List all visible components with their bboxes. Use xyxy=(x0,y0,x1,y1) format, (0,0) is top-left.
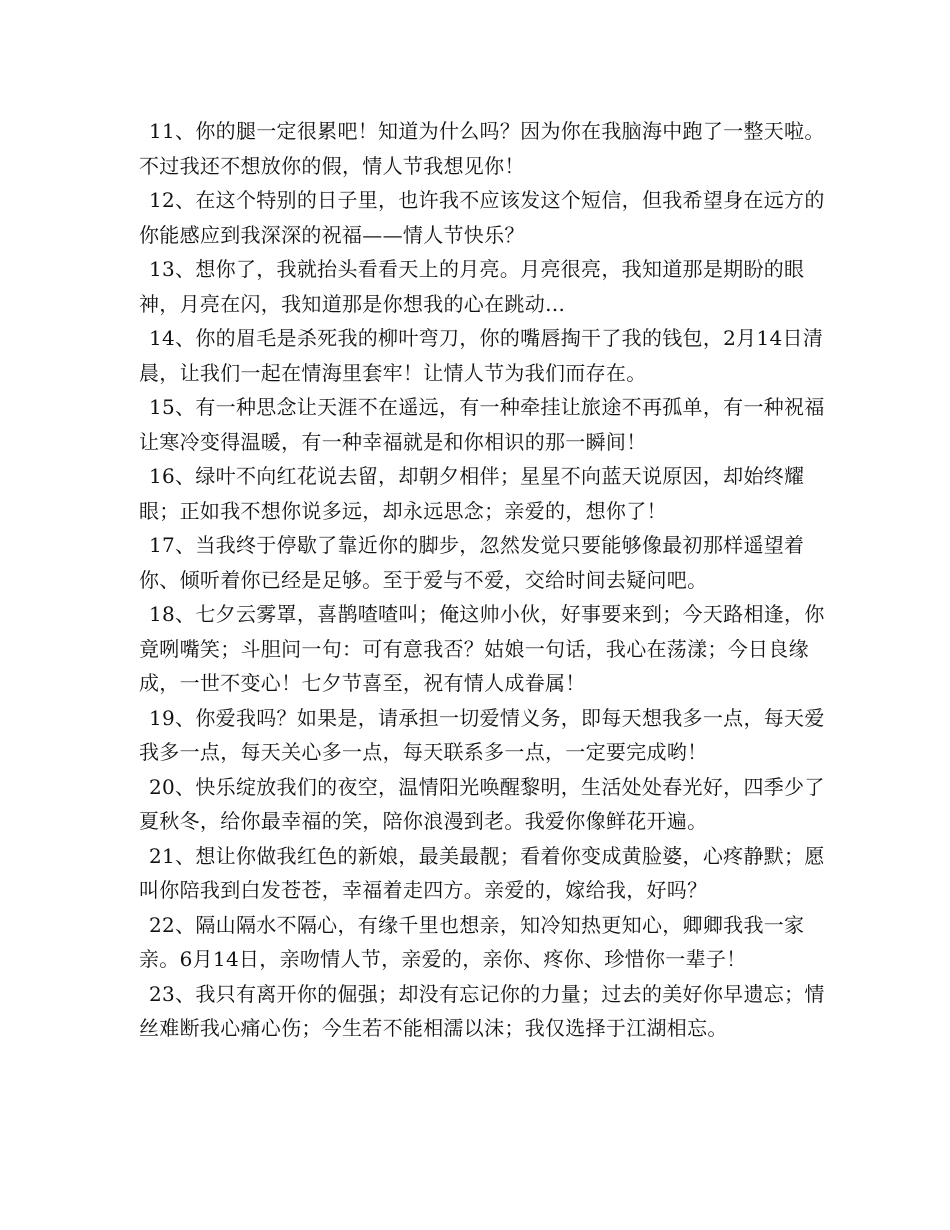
paragraph-18: 18、七夕云雾罩，喜鹊喳喳叫；俺这帅小伙，好事要来到；今天路相逢，你竟咧嘴笑；斗胆问一句：可有意我否？姑娘一句话，我心在荡漾；今日良缘成，一世不变心！七夕节喜至，祝有情人成眷属！ xyxy=(139,602,825,695)
paragraph-20: 20、快乐绽放我们的夜空，温情阳光唤醒黎明，生活处处春光好，四季少了夏秋冬，给你最幸福的笑，陪你浪漫到老。我爱你像鲜花开遍。 xyxy=(139,774,825,833)
paragraph-11: 11、你的腿一定很累吧！知道为什么吗？因为你在我脑海中跑了一整天啦。不过我还不想放你的假，情人节我想见你！ xyxy=(139,119,825,178)
paragraph-14: 14、你的眉毛是杀死我的柳叶弯刀，你的嘴唇掏干了我的钱包，2月14日清晨，让我们一起在情海里套牢！让情人节为我们而存在。 xyxy=(139,326,824,385)
paragraph-12: 12、在这个特别的日子里，也许我不应该发这个短信，但我希望身在远方的你能感应到我深深的祝福——情人节快乐？ xyxy=(139,188,825,247)
paragraph-19: 19、你爱我吗？如果是，请承担一切爱情义务，即每天想我多一点，每天爱我多一点，每天关心多一点，每天联系多一点，一定要完成哟！ xyxy=(139,705,825,764)
document-body xyxy=(139,114,829,1046)
paragraph-13: 13、想你了，我就抬头看看天上的月亮。月亮很亮，我知道那是期盼的眼神，月亮在闪，我知道那是你想我的心在跳动… xyxy=(139,257,805,316)
paragraph-16: 16、绿叶不向红花说去留，却朝夕相伴；星星不向蓝天说原因，却始终耀眼；正如我不想你说多远，却永远思念；亲爱的，想你了！ xyxy=(139,464,805,523)
paragraph-22: 22、隔山隔水不隔心，有缘千里也想亲，知冷知热更知心，卿卿我我一家亲。6月14日，亲吻情人节，亲爱的，亲你、疼你、珍惜你一辈子！ xyxy=(139,912,805,971)
paragraph-23: 23、我只有离开你的倔强；却没有忘记你的力量；过去的美好你早遗忘；情丝难断我心痛心伤；今生若不能相濡以沫；我仅选择于江湖相忘。 xyxy=(139,981,825,1040)
paragraph-21: 21、想让你做我红色的新娘，最美最靓；看着你变成黄脸婆，心疼静默；愿叫你陪我到白发苍苍，幸福着走四方。亲爱的，嫁给我，好吗？ xyxy=(139,843,825,902)
paragraph-15: 15、有一种思念让天涯不在遥远，有一种牵挂让旅途不再孤单，有一种祝福让寒冷变得温暖，有一种幸福就是和你相识的那一瞬间！ xyxy=(139,395,825,454)
paragraph-17: 17、当我终于停歇了靠近你的脚步，忽然发觉只要能够像最初那样遥望着你、倾听着你已经是足够。至于爱与不爱，交给时间去疑问吧。 xyxy=(139,533,805,592)
